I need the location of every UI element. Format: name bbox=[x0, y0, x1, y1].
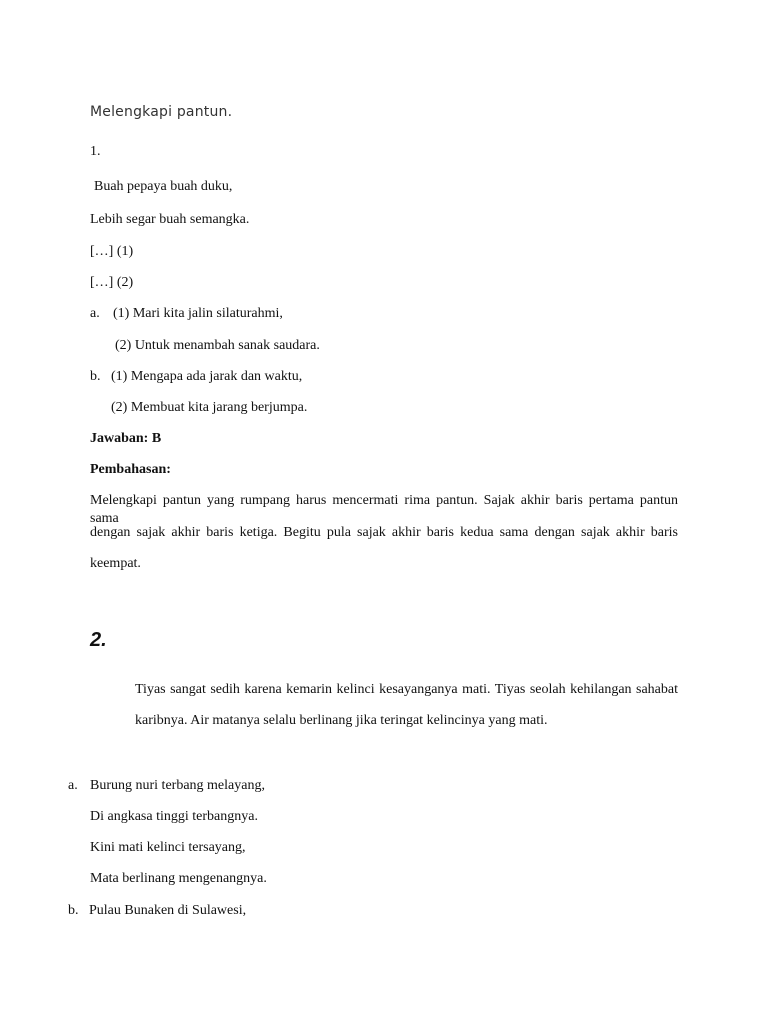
discussion-paragraph-line: dengan sajak akhir baris ketiga. Begitu pula sajak akhir baris kedua sama dengan sajak akhir baris bbox=[90, 525, 678, 540]
question-number: 2. bbox=[90, 629, 107, 651]
story-paragraph-line: karibnya. Air matanya selalu berlinang jika teringat kelincinya yang mati. bbox=[135, 713, 548, 728]
discussion-paragraph-line: Melengkapi pantun yang rumpang harus mencermati rima pantun. Sajak akhir baris pertama pantun sama bbox=[90, 493, 678, 526]
option-label: a. bbox=[90, 306, 100, 321]
pantun-line: Burung nuri terbang melayang, bbox=[90, 778, 265, 793]
answer-label: Jawaban: B bbox=[90, 431, 162, 446]
option-label: b. bbox=[68, 903, 79, 918]
question-number: 1. bbox=[90, 144, 101, 159]
pantun-line: Lebih segar buah semangka. bbox=[90, 212, 250, 227]
discussion-paragraph-line: keempat. bbox=[90, 556, 141, 571]
story-paragraph-line: Tiyas sangat sedih karena kemarin kelinci kesayanganya mati. Tiyas seolah kehilangan sahabat bbox=[135, 682, 678, 697]
pantun-blank-line: […] (2) bbox=[90, 275, 134, 290]
pantun-line: Pulau Bunaken di Sulawesi, bbox=[89, 903, 247, 918]
pantun-line: Di angkasa tinggi terbangnya. bbox=[90, 809, 258, 824]
page-title: Melengkapi pantun. bbox=[90, 104, 233, 120]
pantun-line: Buah pepaya buah duku, bbox=[94, 179, 233, 194]
pantun-line: Mata berlinang mengenangnya. bbox=[90, 871, 267, 886]
option-line: (2) Untuk menambah sanak saudara. bbox=[115, 338, 320, 353]
option-label: b. bbox=[90, 369, 101, 384]
option-line: (1) Mengapa ada jarak dan waktu, bbox=[111, 369, 303, 384]
option-line: (2) Membuat kita jarang berjumpa. bbox=[111, 400, 308, 415]
discussion-heading: Pembahasan: bbox=[90, 462, 171, 477]
pantun-blank-line: […] (1) bbox=[90, 244, 134, 259]
option-label: a. bbox=[68, 778, 78, 793]
option-line: (1) Mari kita jalin silaturahmi, bbox=[113, 306, 283, 321]
pantun-line: Kini mati kelinci tersayang, bbox=[90, 840, 246, 855]
